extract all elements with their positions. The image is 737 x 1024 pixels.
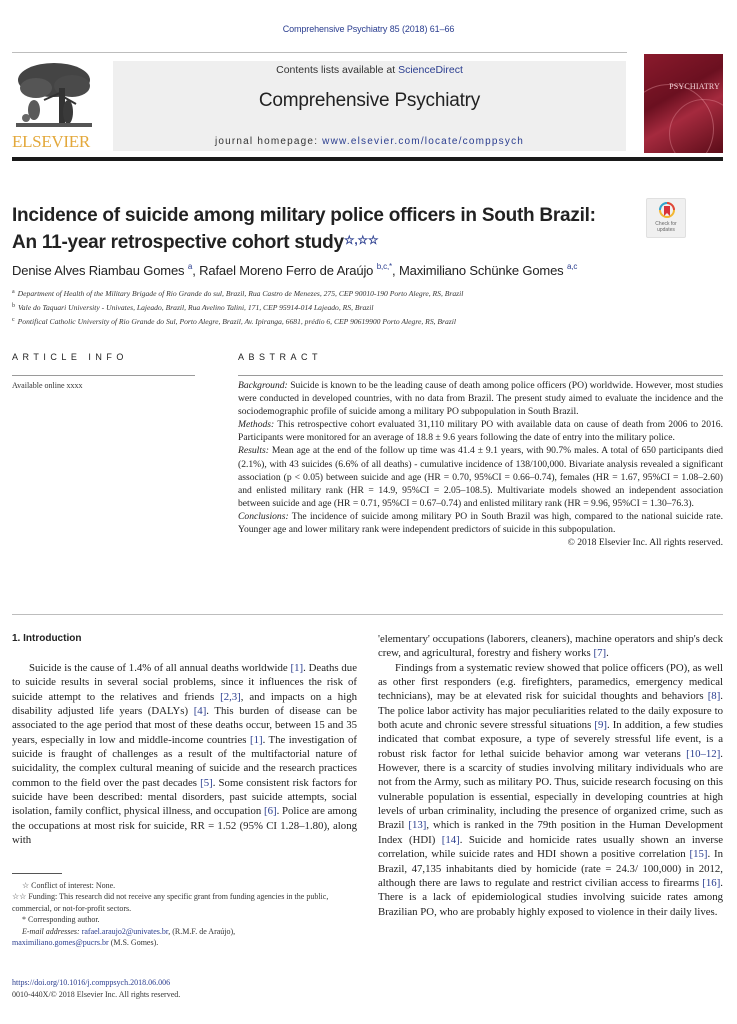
email-link-araujo[interactable]: rafael.araujo2@univates.br bbox=[81, 926, 169, 936]
citation-link[interactable]: [13] bbox=[408, 819, 427, 832]
elsevier-wordmark: ELSEVIER bbox=[12, 132, 90, 151]
journal-cover-image[interactable] bbox=[644, 54, 723, 153]
abstract-background bbox=[238, 379, 723, 418]
footnote-corresponding bbox=[12, 914, 357, 925]
journal-citation-link[interactable]: Comprehensive Psychiatry 85 (2018) 61–66 bbox=[282, 24, 455, 34]
citation-link[interactable]: [10–12] bbox=[686, 747, 721, 760]
journal-title[interactable]: Comprehensive Psychiatry bbox=[258, 90, 481, 111]
abstract-conclusions bbox=[238, 510, 723, 536]
affiliation-item bbox=[12, 286, 732, 300]
citation-link[interactable]: [1] bbox=[249, 733, 263, 746]
body-text: . The investigation of suicide is fraught of challenges as a result of the multifactorial nature of suicidality, the complex cultural meaning of suicide and the research practices common to the field over the past decades bbox=[12, 733, 357, 789]
article-title-text: Incidence of suicide among military police officers in South Brazil: An 11-year retrospective cohort study bbox=[12, 205, 596, 253]
abstract-copyright: © 2018 Elsevier Inc. All rights reserved. bbox=[567, 537, 723, 549]
email-link-gomes[interactable]: maximiliano.gomes@pucrs.br bbox=[12, 938, 109, 948]
section-heading-introduction: 1. Introduction bbox=[12, 633, 82, 644]
footnotes bbox=[12, 880, 357, 948]
affiliation-text: Vale do Taquari University - Univates, Lajeado, Brazil, Rua Avelino Talini, 171, CEP 95914-014 Lajeado, RS, Brazil bbox=[18, 303, 374, 312]
abstract-methods bbox=[238, 418, 723, 444]
abstract-results bbox=[238, 444, 723, 509]
homepage-link[interactable]: www.elsevier.com/locate/comppsych bbox=[322, 136, 525, 147]
body-text: . Police are among the occupations at most risk for suicide, RR = 1.52 (95% CI 1.28–1.80), along with bbox=[12, 805, 357, 847]
article-title bbox=[12, 204, 622, 255]
body-text: . bbox=[606, 647, 609, 660]
citation-link[interactable]: [16] bbox=[702, 876, 721, 889]
body-text: . However, there is a scarcity of studies involving military individuals who are not from the Army, such as military PO. Thus, suicide research focusing on this vulnerable population is essential, especially in developing countries at high levels of urban criminality, including the presence of organized crime, such as Brazil bbox=[378, 747, 723, 832]
footnote-text: Conflict of interest: None. bbox=[29, 881, 116, 890]
body-column-left bbox=[12, 661, 357, 847]
available-online: Available online xxxx bbox=[12, 381, 83, 390]
issn-copyright: 0010-440X/© 2018 Elsevier Inc. All rights reserved. bbox=[12, 990, 181, 999]
affiliation-text: Pontifical Catholic University of Rio Grande do Sul, Porto Alegre, Brazil, Av. Ipiranga, 6681, prédio 6, CEP 90619900 Porto Alegre, RS, Brazil bbox=[17, 317, 456, 326]
body-text: . There is a lack of epidemiological studies involving suicide rates among Brazilian PO, who are probably highly exposed to violence in their daily lives. bbox=[378, 876, 723, 918]
body-text: . This burden of disease can be associated to the age period that most of these deaths occur, between 15 and 35 years, especially in low and middle-income countries bbox=[12, 705, 357, 746]
footnote-text: Corresponding author. bbox=[26, 915, 100, 925]
paragraph bbox=[12, 661, 357, 847]
author-name[interactable]: Maximiliano Schünke Gomes bbox=[398, 263, 564, 278]
citation-link[interactable]: [14] bbox=[441, 833, 460, 846]
abstract-label: Methods: bbox=[238, 419, 275, 431]
abstract-text: The incidence of suicide among military PO in South Brazil was high, compared to the national suicide rate. Younger age and lower military rank were independent predictors of suicide in this subpopulation. bbox=[238, 510, 723, 536]
footnote-emails-cont bbox=[12, 937, 357, 948]
body-text: Findings from a systematic review showed that police officers (PO), as well as other first responders (e.g. firefighters, paramedics, emergency medical technicians), may be at elevated risk for suicidal thoughts and behaviors bbox=[378, 661, 723, 703]
author-name[interactable]: Denise Alves Riambau Gomes bbox=[12, 263, 185, 278]
abstract-label: Background: bbox=[238, 380, 288, 391]
abstract-text: This retrospective cohort evaluated 31,110 military PO with available data on cause of death from 2006 to 2016. Participants were monitored for an average of 18.8 ± 9.6 years following the date of entry into the military police. bbox=[238, 419, 723, 444]
citation-link[interactable]: [6] bbox=[264, 805, 277, 818]
author-affiliation-sup[interactable]: a bbox=[187, 262, 193, 271]
author-affiliation-sup[interactable]: b,c,* bbox=[376, 262, 392, 271]
body-text: , which is ranked in the 79th position in the Human Development Index (HDI) bbox=[378, 819, 723, 846]
affiliation-key: b bbox=[12, 303, 15, 309]
abstract-label: Results: bbox=[238, 445, 269, 457]
sciencedirect-link[interactable]: ScienceDirect bbox=[398, 64, 463, 76]
abstract-label: Conclusions: bbox=[238, 510, 289, 522]
title-footnote-marks[interactable]: ☆,☆☆ bbox=[343, 233, 379, 247]
tree-logo-icon bbox=[14, 60, 94, 130]
footnote-text: Funding: This research did not receive any specific grant from funding agencies in the public, commercial, or not-for-profit sectors. bbox=[12, 892, 329, 913]
email-label: E-mail addresses: bbox=[22, 926, 80, 936]
body-text: . The police labor activity has major peculiarities related to the daily exposure to both acute and chronic severe stressful situations bbox=[378, 690, 723, 732]
author-affiliation-sup[interactable]: a,c bbox=[567, 262, 578, 271]
article-info-heading: ARTICLE INFO bbox=[12, 352, 128, 362]
footnote-funding bbox=[12, 891, 357, 914]
abstract-text: Suicide is known to be the leading cause of death among police officers (PO) worldwide. However, most studies were conducted in developed countries, with no data from Brazil. The present study aimed to evaluate the incidence and the sociodemographic profile of suicide among a military PO subpopulation in South Brazil. bbox=[238, 380, 723, 418]
running-head[interactable] bbox=[0, 24, 737, 34]
check-updates-label: Check for updates bbox=[655, 221, 677, 233]
top-divider bbox=[12, 52, 627, 53]
footnote-conflict bbox=[12, 880, 357, 891]
affiliation-item bbox=[12, 300, 732, 314]
doi-link[interactable]: https://doi.org/10.1016/j.comppsych.2018.06.006 bbox=[12, 978, 171, 987]
body-text: . Some consistent risk factors for suicide have been described: mental disorders, past suicide attempts, social isolation, family conflict, physical illness, and occupation bbox=[12, 776, 357, 818]
body-column-right bbox=[378, 632, 723, 919]
affiliation-item bbox=[12, 314, 732, 328]
homepage-prefix: journal homepage: bbox=[214, 136, 323, 147]
affiliations bbox=[12, 286, 732, 328]
elsevier-logo[interactable] bbox=[12, 60, 96, 152]
author-list bbox=[12, 262, 732, 278]
citation-link[interactable]: [2,3] bbox=[220, 690, 241, 703]
abstract-heading: ABSTRACT bbox=[238, 352, 323, 362]
contents-line bbox=[113, 64, 626, 76]
doi-block bbox=[12, 977, 357, 1001]
author-separator: , bbox=[392, 263, 399, 278]
body-text: . In addition, a few studies indicated that combat exposure, a type of severely stressful life event, is a robust risk factor for lethal suicide behavior among war veterans bbox=[378, 719, 724, 760]
citation-link[interactable]: [1] bbox=[290, 662, 304, 674]
author-separator: , bbox=[192, 263, 200, 278]
paragraph bbox=[378, 661, 723, 919]
citation-link[interactable]: [7] bbox=[593, 647, 607, 660]
citation-link[interactable]: [9] bbox=[594, 719, 607, 732]
affiliation-key: c bbox=[12, 317, 15, 323]
citation-link[interactable]: [15] bbox=[689, 848, 708, 861]
asterisk-icon: * bbox=[22, 915, 26, 925]
abstract-text: Mean age at the end of the follow up time was 41.4 ± 9.1 years, with 90.7% males. A total of 650 participants died (2.1%), with 43 suicides (6.6% of all deaths) - cumulative incidence of 138/100,000. Bivariate analysis revealed a significant association (p < 0.05) between suicide and age (HR = 0.70, 95%CI = 0.66–0.74), females (HR = 1.67, 95%CI = 1.08–2.60) and enlisted military rank (HR = 14.9, 95%CI = 2.05–108.5). Multivariate models showed an independent association between suicide and age (HR = 0.71, 95%CI = 0.67–0.74) and enlisted military rank (HR = 9.96, 95%CI = 1.30–76.3). bbox=[238, 445, 723, 509]
email-owner: , (R.M.F. de Araújo), bbox=[168, 926, 236, 936]
abstract-body bbox=[238, 379, 723, 549]
body-text: Suicide is the cause of 1.4% of all annual deaths worldwide bbox=[29, 662, 291, 674]
paragraph bbox=[378, 632, 723, 661]
footnote-emails bbox=[12, 926, 357, 937]
star-icon: ☆ bbox=[22, 881, 30, 890]
email-owner: (M.S. Gomes). bbox=[108, 938, 159, 948]
contents-prefix: Contents lists available at bbox=[276, 64, 399, 76]
double-star-icon: ☆☆ bbox=[12, 892, 27, 902]
author-name[interactable]: Rafael Moreno Ferro de Araújo bbox=[199, 263, 374, 278]
cover-title: PSYCHIATRY bbox=[669, 82, 720, 91]
journal-homepage bbox=[113, 136, 626, 147]
body-text: . Deaths due to suicide results in several social problems, since it influences the risk of suicide attempt to the relatives and friends bbox=[12, 662, 357, 703]
article-info-divider bbox=[12, 375, 195, 376]
body-text: 'elementary' occupations (laborers, cleaners), machine operators and ship's deck crew, and agricultural, forestry and fishery works bbox=[378, 633, 723, 660]
citation-link[interactable]: [8] bbox=[707, 690, 721, 703]
check-for-updates-button[interactable] bbox=[646, 198, 686, 238]
header-thick-divider bbox=[12, 157, 723, 161]
footnote-divider bbox=[12, 873, 62, 874]
section-divider bbox=[12, 614, 723, 615]
journal-masthead bbox=[113, 61, 626, 151]
citation-link[interactable]: [5] bbox=[200, 776, 213, 789]
affiliation-key: a bbox=[12, 289, 15, 295]
citation-link[interactable]: [4] bbox=[193, 705, 207, 718]
body-text: , and impacts on a high disability adjusted life years (DALYs) bbox=[12, 690, 357, 718]
affiliation-text: Department of Health of the Military Brigade of Rio Grande do sul, Brazil, Rua Castro de Menezes, 275, CEP 90010-190 Porto Alegre, RS, Brazil bbox=[17, 289, 464, 298]
check-updates-icon bbox=[659, 202, 675, 220]
body-text: . Suicide and homicide rates usually shown an inverse correlation, while suicide rates and HDI shown a positive correlation bbox=[378, 833, 723, 861]
abstract-divider bbox=[238, 375, 723, 376]
body-text: . In Brazil, 47,135 inhabitants died by homicide (rate = 24.3/ 100,000) in 2012, although there are laws to regulate and restrict civilian access to firearms bbox=[378, 848, 723, 889]
